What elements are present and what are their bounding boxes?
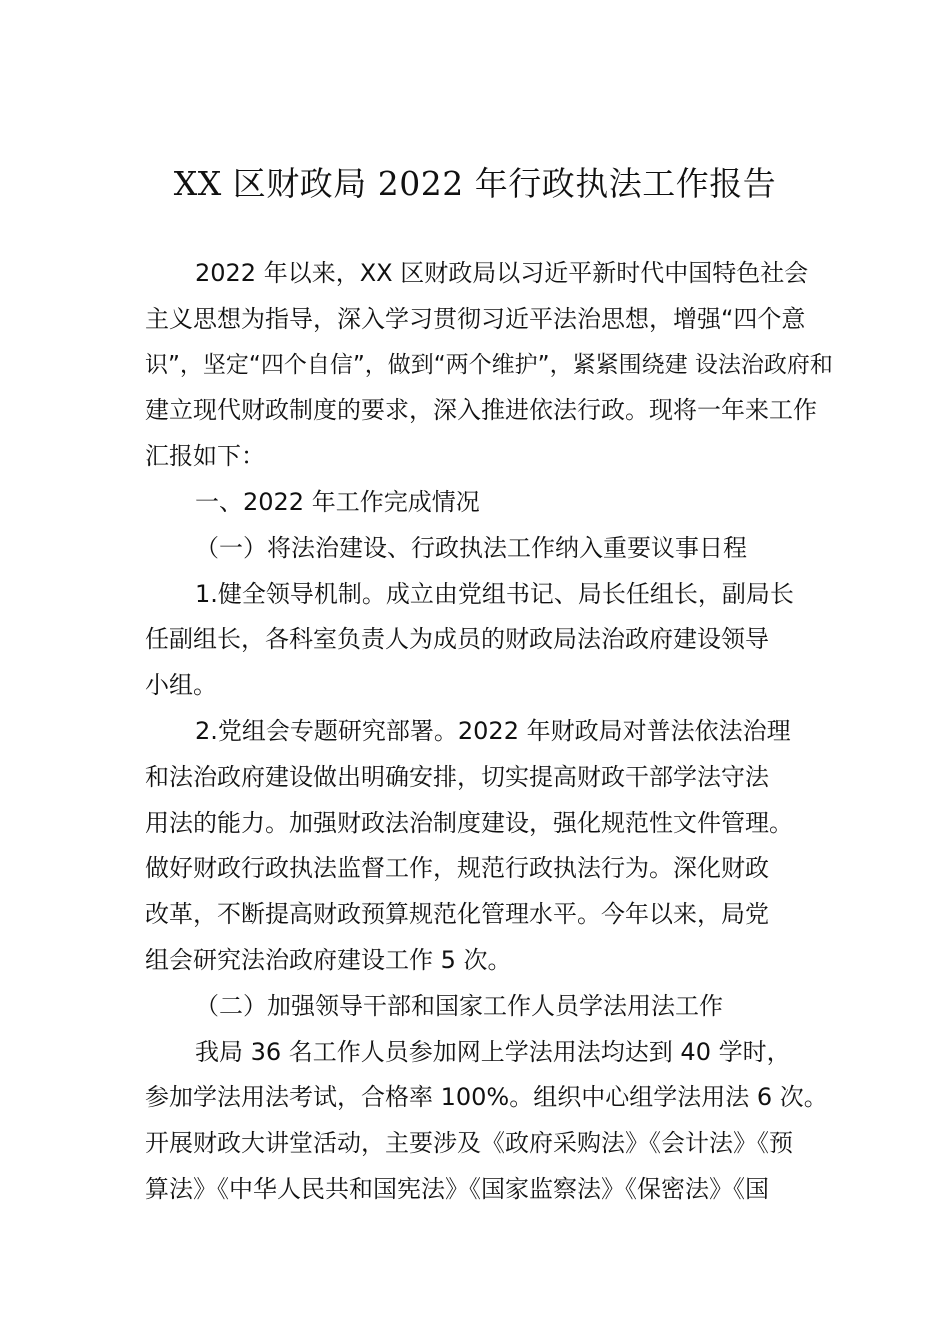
- body-line: （二）加强领导干部和国家工作人员学法用法工作: [195, 991, 723, 1020]
- body-line: 改革，不断提高财政预算规范化管理水平。今年以来，局党: [145, 900, 769, 929]
- body-line: 组会研究法治政府建设工作 5 次。: [145, 945, 512, 974]
- body-line: 参加学法用法考试，合格率 100%。组织中心组学法用法 6 次。: [145, 1083, 828, 1112]
- body-line: 汇报如下：: [145, 442, 265, 471]
- document-body: [145, 251, 835, 1213]
- body-line: 小组。: [145, 671, 217, 700]
- body-line: 主义思想为指导，深入学习贯彻习近平法治思想，增强“四个意: [145, 304, 806, 333]
- body-line: 建立现代财政制度的要求，深入推进依法行政。现将一年来工作: [145, 396, 817, 425]
- body-line: 开展财政大讲堂活动，主要涉及《政府采购法》《会计法》《预: [145, 1129, 793, 1158]
- body-line: 我局 36 名工作人员参加网上学法用法均达到 40 学时，: [195, 1037, 791, 1066]
- body-line: 任副组长，各科室负责人为成员的财政局法治政府建设领导: [145, 625, 769, 654]
- body-line: 用法的能力。加强财政法治制度建设，强化规范性文件管理。: [145, 808, 793, 837]
- body-line: 2022 年以来，XX 区财政局以习近平新时代中国特色社会: [195, 259, 809, 287]
- body-line: 和法治政府建设做出明确安排，切实提高财政干部学法守法: [145, 762, 769, 791]
- body-line: 识”，坚定“四个自信”，做到“两个维护”，紧紧围绕建 设法治政府和: [145, 351, 833, 378]
- body-line: （一）将法治建设、行政执法工作纳入重要议事日程: [195, 533, 747, 562]
- body-line: 算法》《中华人民共和国宪法》《国家监察法》《保密法》《国: [145, 1174, 769, 1203]
- body-line: 一、2022 年工作完成情况: [195, 487, 480, 516]
- body-line: 1.健全领导机制。成立由党组书记、局长任组长，副局长: [195, 579, 794, 608]
- body-line: 2.党组会专题研究部署。2022 年财政局对普法依法治理: [195, 716, 791, 745]
- document-title: XX 区财政局 2022 年行政执法工作报告: [173, 164, 777, 203]
- body-line: 做好财政行政执法监督工作，规范行政执法行为。深化财政: [145, 854, 769, 883]
